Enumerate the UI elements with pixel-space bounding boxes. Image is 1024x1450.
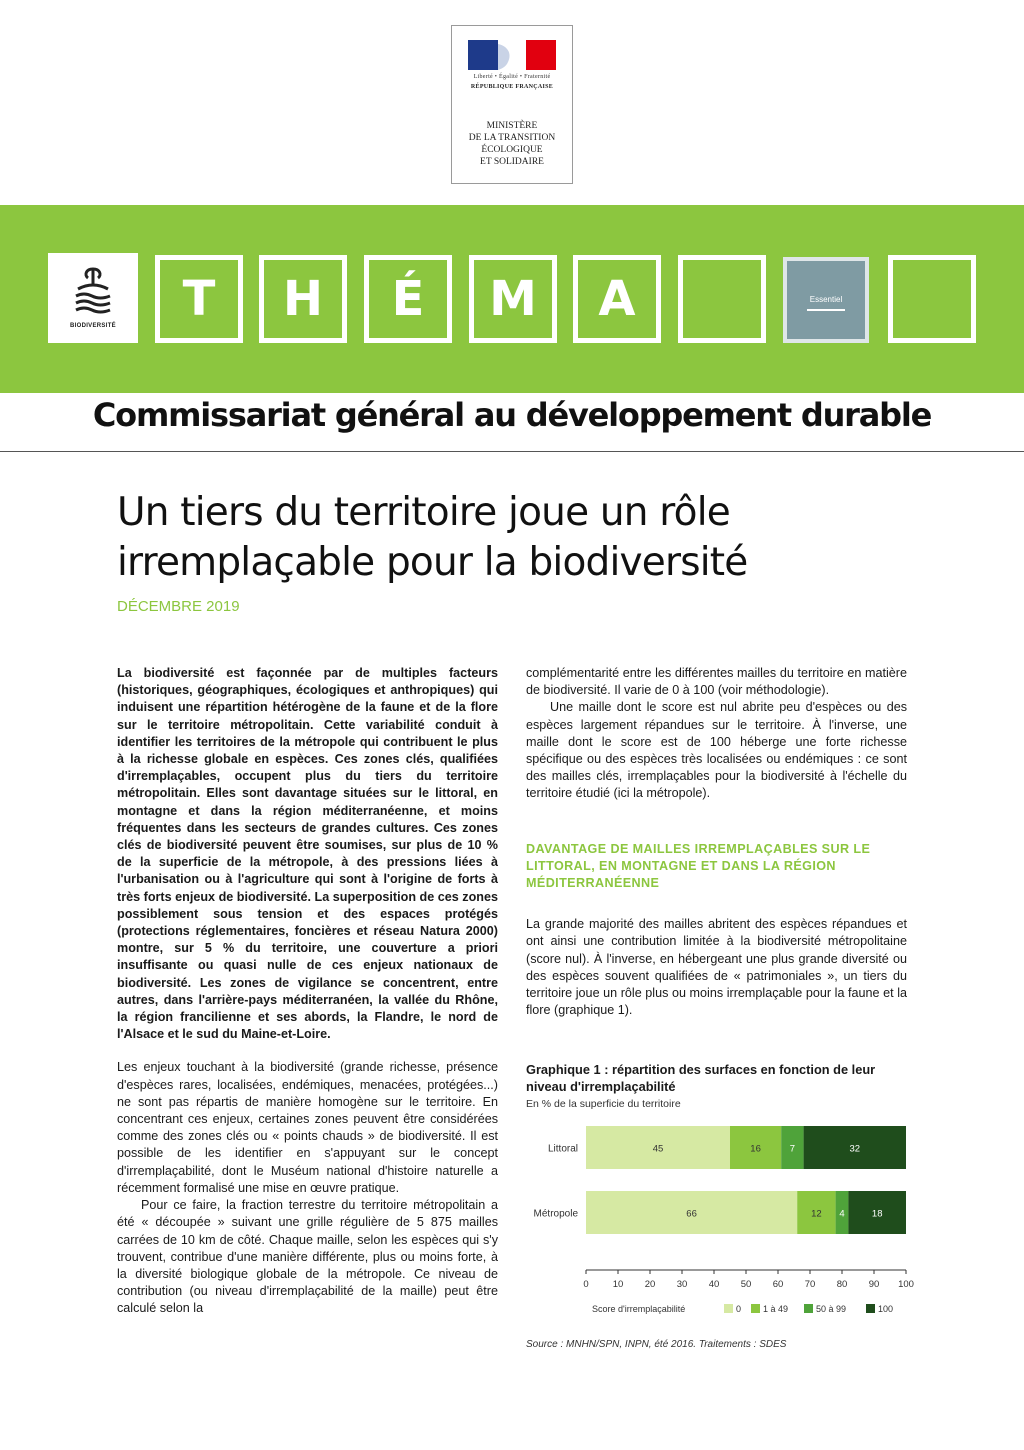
thema-letter: T — [155, 255, 243, 343]
x-tick-label: 60 — [772, 1279, 784, 1290]
legend-label: 0 — [736, 1304, 742, 1314]
ministry-name-line: MINISTÈRE — [486, 121, 538, 131]
data-label: 16 — [750, 1143, 761, 1155]
thema-letter: É — [364, 255, 452, 343]
biodiversite-label: BIODIVERSITÉ — [70, 323, 116, 329]
biodiversite-badge — [48, 253, 138, 343]
thema-letter: H — [259, 255, 347, 343]
data-label: 66 — [686, 1208, 697, 1220]
thema-letter: M — [469, 255, 557, 343]
section-heading: DAVANTAGE DE MAILLES IRREMPLAÇABLES SUR LE LITTORAL, EN MONTAGNE ET DANS LA RÉGION MÉDITERRANÉENNE — [526, 841, 871, 891]
text-column-left — [117, 665, 498, 1318]
publication-date: DÉCEMBRE 2019 — [117, 598, 240, 615]
body-paragraph: Pour ce faire, la fraction terrestre du territoire métropolitain a été « découpée » suivant une grille régulière de 5 875 mailles carrées de 10 km de côté. Chaque maille, selon les espèces qui s'y trouvent, contribue d'une manière différente, plus ou moins forte, à la diversité biologique globale de la métropole. Ce niveau de contribution (ou niveau d'irremplaçabilité de la maille) peut être calculé selon la — [117, 1198, 498, 1316]
title-line: irremplaçable pour la biodiversité — [117, 540, 748, 585]
body-paragraph: Les enjeux touchant à la biodiversité (grande richesse, présence d'espèces rares, localisées, endémiques, menacées, protégées...) ne sont pas répartis de manière homogène sur le territoire. En concentrant ces enjeux, certaines zones peuvent être considérées comme des zones clés ou « points chauds » de biodiversité. Il est possible de les identifier en s'appuyant sur le concept d'irremplaçabilité, dont le Muséum national d'histoire naturelle a récemment formalisé une mise en œuvre pratique. — [117, 1060, 498, 1195]
lead-paragraph: La biodiversité est façonnée par de multiples facteurs (historiques, géographiques, écologiques et anthropiques) qui induisent une répartition hétérogène de la faune et de la flore sur le territoire métropolitain. Cette variabilité conduit à identifier les territoires de la métropole qui contribuent le plus à la richesse globale en espèces. Ces zones clés, qualifiées d'irremplaçables, occupent plus du tiers du territoire métropolitain. Elles sont davantage situées sur le littoral, en montagne et dans la région méditerranéenne, et moins fréquentes dans les secteurs de grandes cultures. Ces zones clés de biodiversité peuvent être soumises, sur plus de 10 % de la superficie de la métropole, à des pressions liées à l'urbanisation ou à l'agriculture qui sont à l'origine de forts à très forts enjeux de biodiversité. La superposition de ces zones possiblement sous tension et des espaces protégés (protections réglementaires, foncières et réseau Natura 2000) montre, sur 5 % du territoire, une couverture a priori insuffisante ou quasi nulle de ces enjeux nationaux de biodiversité. Les zones de vigilance se concentrent, entre autres, dans l'arrière-pays méditerranéen, la vallée du Rhône, la région francilienne et ses abords, la Flandre, le nord de l'Alsace et le sud du Maine-et-Loire. — [117, 666, 498, 1042]
legend-swatch — [724, 1304, 733, 1313]
stacked-bar-chart — [518, 1120, 918, 1330]
x-tick-label: 30 — [676, 1279, 688, 1290]
republique-label: RÉPUBLIQUE FRANÇAISE — [470, 84, 554, 90]
x-tick-label: 20 — [644, 1279, 656, 1290]
ministry-name — [452, 120, 572, 168]
thema-letter: A — [573, 255, 661, 343]
biodiversity-icon — [72, 265, 114, 315]
title-line: Un tiers du territoire joue un rôle — [117, 490, 730, 535]
category-label: Littoral — [547, 1143, 578, 1155]
x-tick-label: 80 — [836, 1279, 848, 1290]
thema-banner — [0, 205, 1024, 393]
data-label: 4 — [839, 1208, 845, 1220]
legend-label: 1 à 49 — [763, 1304, 789, 1314]
essentiel-label: Essentiel — [809, 295, 843, 304]
data-label: 12 — [811, 1208, 822, 1220]
essentiel-badge — [783, 257, 869, 343]
x-tick-label: 90 — [868, 1279, 880, 1290]
body-paragraph: complémentarité entre les différentes mailles du territoire en matière de biodiversité. Il varie de 0 à 100 (voir méthodologie). — [526, 666, 907, 698]
x-tick-label: 0 — [583, 1279, 589, 1290]
organisation-name: Commissariat général au développement durable — [92, 396, 932, 434]
chart-source: Source : MNHN/SPN, INPN, été 2016. Traitements : SDES — [526, 1339, 787, 1350]
header-divider — [0, 451, 1024, 452]
x-tick-label: 50 — [740, 1279, 752, 1290]
page-title — [117, 488, 917, 588]
ministry-name-line: ET SOLIDAIRE — [480, 157, 544, 167]
legend-swatch — [751, 1304, 760, 1313]
empty-letter-box — [888, 255, 976, 343]
chart-subtitle: En % de la superficie du territoire — [526, 1098, 681, 1110]
x-tick-label: 70 — [804, 1279, 816, 1290]
essentiel-underline — [807, 309, 845, 311]
data-label: 32 — [849, 1143, 861, 1155]
data-label: 18 — [871, 1208, 883, 1220]
legend-label: 50 à 99 — [816, 1304, 847, 1314]
body-paragraph: La grande majorité des mailles abritent des espèces répandues et ont ainsi une contribution limitée à la biodiversité métropolitaine (score nul). À l'inverse, en hébergeant une plus grande diversité ou des espèces souvent qualifiées de « patrimoniales », un tiers du territoire joue un rôle plus ou moins irremplaçable pour la faune et la flore (graphique 1). — [526, 917, 907, 1018]
body-paragraph: Une maille dont le score est nul abrite peu d'espèces ou des espèces largement répandues sur le territoire. À l'inverse, une maille dont le score est de 100 héberge une forte richesse spécifique ou des espèces très localisées ou endémiques : ce sont des mailles clés, irremplaçables pour la biodiversité à l'échelle du territoire étudié (ici la métropole). — [526, 700, 907, 801]
text-column-right — [526, 665, 907, 1019]
ministry-name-line: ÉCOLOGIQUE — [481, 145, 543, 155]
legend-swatch — [804, 1304, 813, 1313]
x-tick-label: 10 — [612, 1279, 624, 1290]
legend-label: 100 — [878, 1304, 894, 1314]
category-label: Métropole — [533, 1208, 578, 1220]
empty-letter-box — [678, 255, 766, 343]
legend-swatch — [866, 1304, 875, 1313]
data-label: 7 — [789, 1143, 796, 1155]
x-tick-label: 100 — [898, 1279, 914, 1290]
marianne-flag-icon — [468, 40, 556, 70]
chart-title: Graphique 1 : répartition des surfaces en fonction de leur niveau d'irremplaçabilité — [526, 1062, 876, 1094]
motto: Liberté • Égalité • Fraternité — [473, 74, 551, 80]
data-label: 45 — [652, 1143, 664, 1155]
legend-title: Score d'irremplaçabilité — [592, 1304, 686, 1314]
ministry-name-line: DE LA TRANSITION — [468, 133, 556, 143]
x-tick-label: 40 — [708, 1279, 720, 1290]
ministry-logo — [451, 25, 573, 184]
